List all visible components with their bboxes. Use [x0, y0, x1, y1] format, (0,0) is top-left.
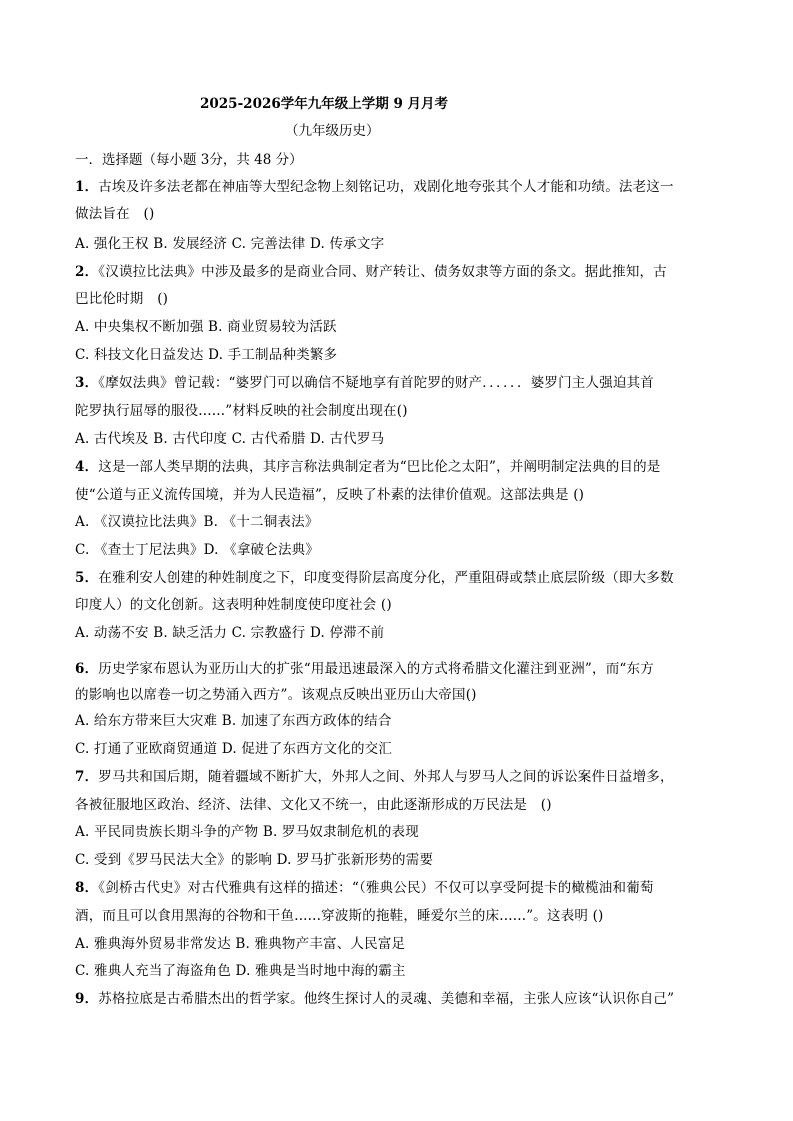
question-text: A. 古代埃及 B. 古代印度 C. 古代希腊 D. 古代罗马	[75, 431, 385, 447]
question-continuation-line	[75, 796, 552, 814]
question-text: 苏格拉底是古希腊杰出的哲学家。他终生探讨人的灵魂、美德和幸福，主张人应该“认识你自己”	[98, 991, 675, 1007]
question-text: C. 受到《罗马民法大全》的影响 D. 罗马扩张新形势的需要	[75, 852, 434, 868]
question-text: 做法旨在 ()	[75, 206, 155, 222]
question-line	[75, 660, 654, 678]
question-text: A. 动荡不安 B. 缺乏活力 C. 宗教盛行 D. 停滞不前	[75, 625, 385, 641]
question-line	[75, 569, 674, 587]
question-continuation-line	[75, 596, 392, 614]
question-text: 陀罗执行屈辱的服役......”材料反映的社会制度出现在()	[75, 403, 408, 419]
question-number: 9．	[75, 991, 99, 1007]
question-number: 3．	[75, 375, 99, 391]
question-text: 这是一部人类早期的法典，其序言称法典制定者为“巴比伦之太阳”，并阐明制定法典的目的是	[98, 459, 661, 475]
question-text: 《摩奴法典》曾记载：“婆罗门可以确信不疑地享有首陀罗的财产．．．．．．婆罗门主人强迫其首	[98, 375, 654, 391]
question-continuation-line	[75, 235, 384, 253]
question-text: C. 雅典人充当了海盗角色 D. 雅典是当时地中海的霸主	[75, 963, 406, 979]
question-line	[75, 178, 674, 196]
question-continuation-line	[75, 624, 384, 642]
question-continuation-line	[75, 205, 154, 223]
question-continuation-line	[75, 907, 604, 925]
question-continuation-line	[75, 318, 337, 336]
question-text: 各被征服地区政治、经济、法律、文化又不统一，由此逐渐形成的万民法是 ()	[75, 797, 552, 813]
question-line	[75, 768, 674, 786]
page-title: 2025-2026学年九年级上学期 9 月月考	[200, 96, 449, 112]
question-text: A. 强化王权 B. 发展经济 C. 完善法律 D. 传承文字	[75, 236, 385, 252]
question-continuation-line	[75, 686, 477, 704]
question-text: A. 雅典海外贸易非常发达 B. 雅典物产丰富、人民富足	[75, 936, 406, 952]
question-text: A. 平民同贵族长期斗争的产物 B. 罗马奴隶制危机的表现	[75, 824, 419, 840]
question-continuation-line	[75, 823, 419, 841]
question-number: 7．	[75, 769, 99, 785]
question-text: 酒，而且可以食用黑海的谷物和干鱼......穿波斯的拖鞋，睡爱尔兰的床......”。这表明 ()	[75, 908, 604, 924]
question-number: 8．	[75, 880, 99, 896]
question-line	[75, 879, 654, 897]
question-continuation-line	[75, 712, 392, 730]
question-text: C. 科技文化日益发达 D. 手工制品种类繁多	[75, 347, 338, 363]
question-continuation-line	[75, 740, 392, 758]
question-continuation-line	[75, 430, 384, 448]
question-continuation-line	[75, 962, 406, 980]
question-number: 6．	[75, 661, 99, 677]
page-subtitle: （九年级历史）	[285, 123, 380, 139]
question-continuation-line	[75, 290, 168, 308]
question-number: 4．	[75, 459, 99, 475]
question-text: A. 给东方带来巨大灾难 B. 加速了东西方政体的结合	[75, 713, 392, 729]
question-text: 《汉谟拉比法典》中涉及最多的是商业合同、财产转让、债务奴隶等方面的条文。据此推知，古	[98, 264, 667, 280]
question-text: A. 《汉谟拉比法典》B. 《十二铜表法》	[75, 514, 319, 530]
question-continuation-line	[75, 402, 408, 420]
question-continuation-line	[75, 513, 319, 531]
question-text: C. 《查士丁尼法典》D. 《拿破仑法典》	[75, 542, 320, 558]
question-continuation-line	[75, 541, 319, 559]
question-continuation-line	[75, 935, 405, 953]
question-line	[75, 990, 674, 1008]
question-text: A. 中央集权不断加强 B. 商业贸易较为活跃	[75, 319, 337, 335]
question-text: 《剑桥古代史》对古代雅典有这样的描述：“（雅典公民）不仅可以享受阿提卡的橄榄油和葡萄	[98, 880, 654, 896]
question-number: 5．	[75, 570, 99, 586]
question-continuation-line	[75, 851, 433, 869]
question-continuation-line	[75, 346, 337, 364]
question-text: 巴比伦时期 ()	[75, 291, 169, 307]
question-number: 1．	[75, 179, 99, 195]
question-text: 历史学家布恩认为亚历山大的扩张“用最迅速最深入的方式将希腊文化灌注到亚洲”，而“东方	[98, 661, 654, 677]
question-text: 的影响也以席卷一切之势涌入西方”。该观点反映出亚历山大帝国()	[75, 687, 477, 703]
section-heading: 一．选择题（每小题 3分，共 48 分）	[75, 152, 303, 168]
question-text: 印度人）的文化创新。这表明种姓制度使印度社会 ()	[75, 597, 392, 613]
question-line	[75, 263, 667, 281]
question-text: 在雅利安人创建的种姓制度之下，印度变得阶层高度分化，严重阻碍或禁止底层阶级（即大多数	[98, 570, 674, 586]
question-text: C. 打通了亚欧商贸通道 D. 促进了东西方文化的交汇	[75, 741, 393, 757]
question-line	[75, 458, 661, 476]
question-number: 2．	[75, 264, 99, 280]
question-text: 古埃及许多法老都在神庙等大型纪念物上刻铭记功，戏剧化地夸张其个人才能和功绩。法老这一	[98, 179, 674, 195]
question-continuation-line	[75, 486, 584, 504]
question-line	[75, 374, 654, 392]
question-text: 罗马共和国后期，随着疆域不断扩大，外邦人之间、外邦人与罗马人之间的诉讼案件日益增多，	[98, 769, 674, 785]
question-text: 使“公道与正义流传国境，并为人民造福”，反映了朴素的法律价值观。这部法典是 ()	[75, 487, 585, 503]
